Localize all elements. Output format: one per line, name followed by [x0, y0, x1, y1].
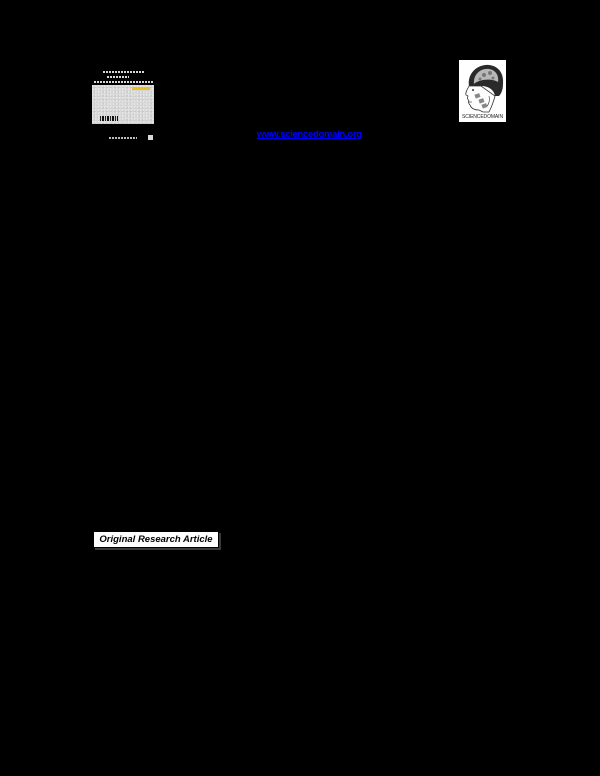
cover-accent-strip — [132, 87, 150, 90]
publisher-website-link[interactable]: www.sciencedomain.org — [257, 129, 362, 140]
head-profile-icon — [459, 60, 506, 122]
journal-cover-thumbnail — [91, 62, 155, 142]
logo-text: SCIENCEDOMAIN — [462, 114, 503, 120]
cover-image — [92, 85, 154, 124]
qr-code-icon — [148, 135, 153, 140]
barcode-icon — [100, 116, 118, 121]
cover-title-line — [94, 81, 153, 83]
cover-footer-text — [109, 137, 137, 139]
cover-title-line — [103, 71, 145, 73]
publisher-logo — [459, 60, 506, 122]
article-type-label: Original Research Article — [99, 534, 213, 545]
article-type-badge — [93, 531, 219, 548]
cover-title-line — [107, 76, 129, 78]
